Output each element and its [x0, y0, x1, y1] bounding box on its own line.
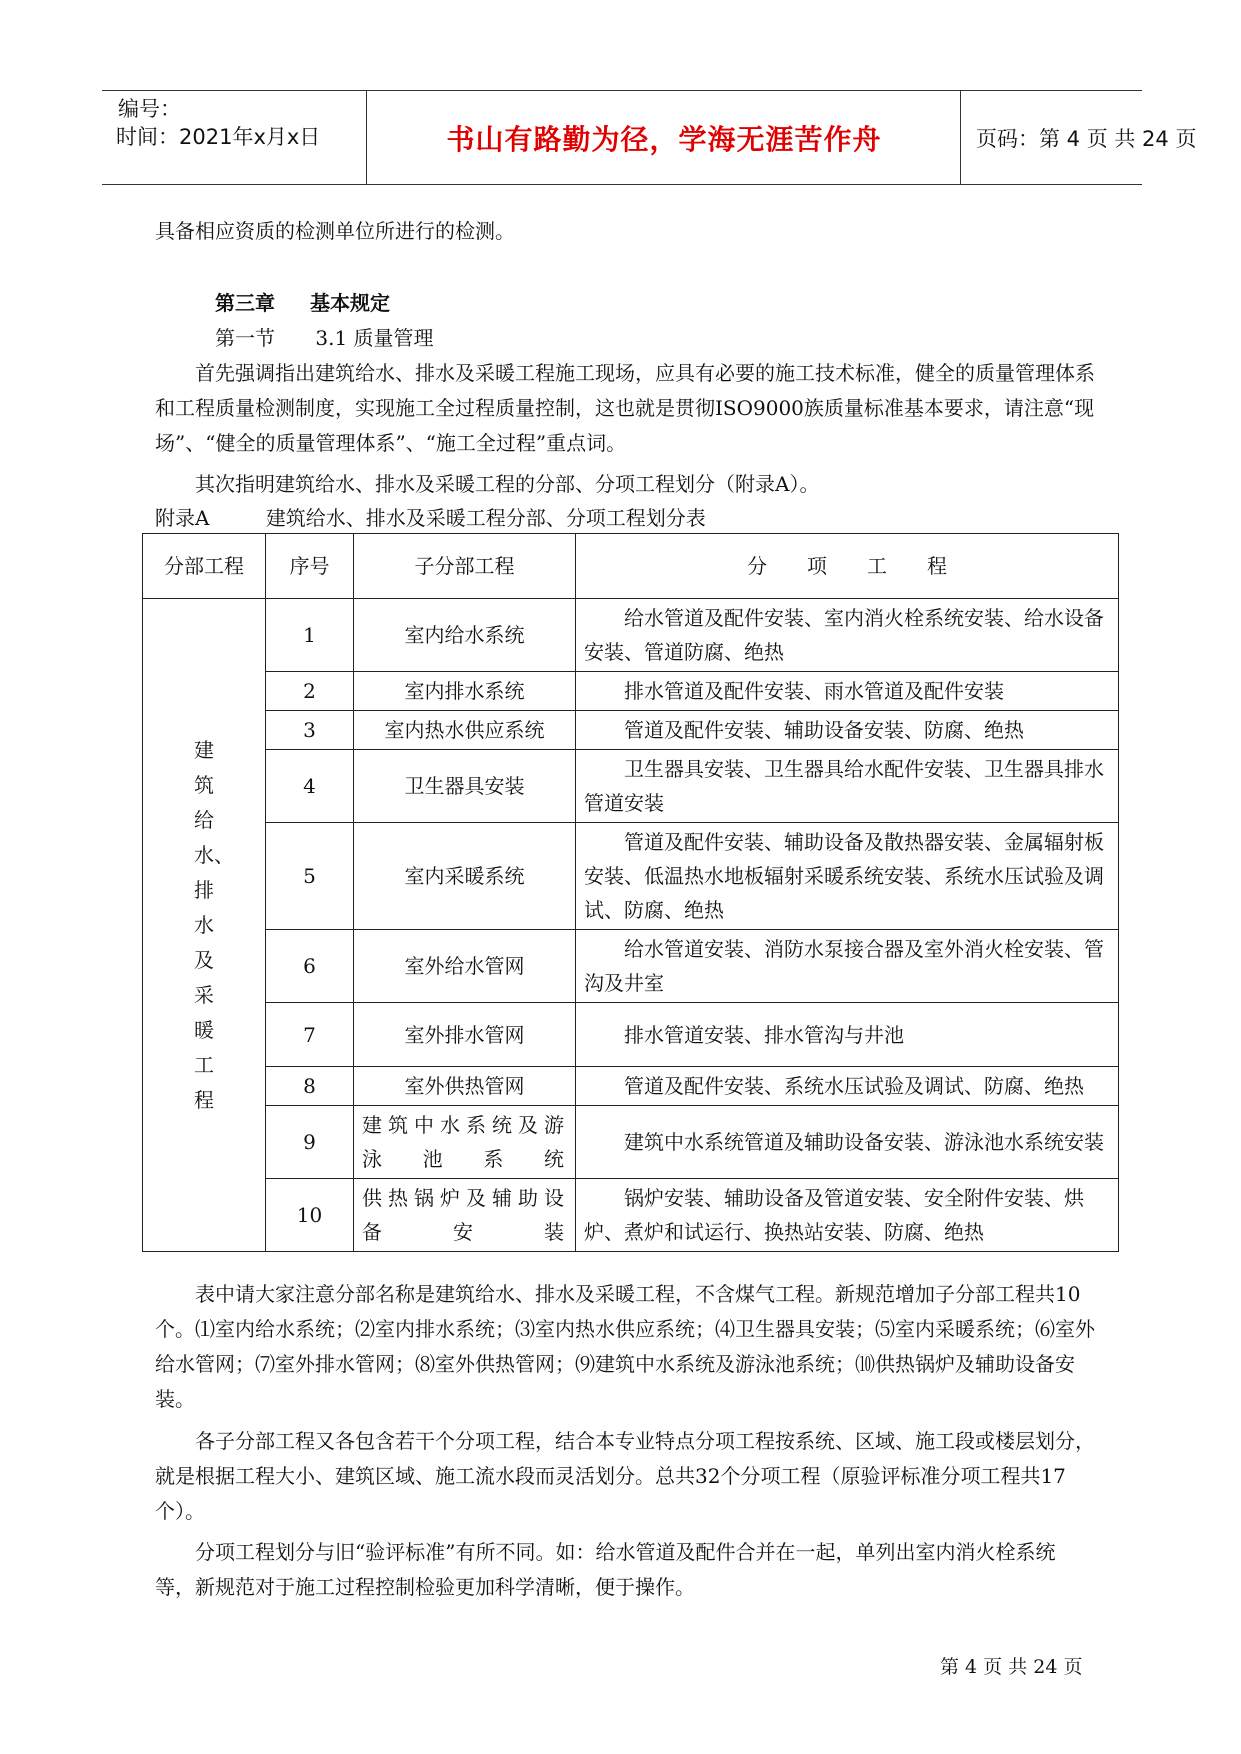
row-number: 3 [266, 711, 354, 750]
row-items: 管道及配件安装、系统水压试验及调试、防腐、绝热 [576, 1067, 1119, 1106]
row-items: 排水管道安装、排水管沟与井池 [576, 1003, 1119, 1067]
row-subdivision: 供热锅炉及辅助设备安装 [354, 1179, 576, 1252]
header-subdivision: 子分部工程 [354, 534, 576, 599]
row-subdivision: 卫生器具安装 [354, 750, 576, 823]
division-name: 建筑给水、排水及采暖工程 [194, 737, 234, 1112]
table-header-row [143, 534, 1119, 599]
page-footer: 第 4 页 共 24 页 [940, 1656, 1083, 1678]
row-number: 2 [266, 672, 354, 711]
row-items: 建筑中水系统管道及辅助设备安装、游泳池水系统安装 [576, 1106, 1119, 1179]
paragraph-1: 首先强调指出建筑给水、排水及采暖工程施工现场，应具有必要的施工技术标准，健全的质量管理体系和工程质量检测制度，实现施工全过程质量控制，这也就是贯彻ISO9000族质量标准基本要求，请注意“现场”、“健全的质量管理体系”、“施工全过程”重点词。 [155, 361, 1095, 455]
table-row [143, 1003, 1119, 1067]
header-time-label: 时间：2021年x月x日 [116, 125, 321, 149]
chapter-heading [215, 287, 390, 316]
row-number: 4 [266, 750, 354, 823]
row-number: 1 [266, 599, 354, 672]
row-items: 给水管道安装、消防水泵接合器及室外消火栓安装、管沟及井室 [576, 930, 1119, 1003]
table-row [143, 599, 1119, 672]
row-number: 8 [266, 1067, 354, 1106]
table-row [143, 1067, 1119, 1106]
page-header [102, 90, 1197, 185]
table-row [143, 823, 1119, 930]
row-subdivision: 建筑中水系统及游泳池系统 [354, 1106, 576, 1179]
intro-line: 具备相应资质的检测单位所进行的检测。 [155, 219, 515, 243]
table-row [143, 1179, 1119, 1252]
section-title: 3.1 质量管理 [315, 326, 434, 350]
row-number: 9 [266, 1106, 354, 1179]
row-subdivision: 室外给水管网 [354, 930, 576, 1003]
table-row [143, 1106, 1119, 1179]
paragraph-2: 其次指明建筑给水、排水及采暖工程的分部、分项工程划分（附录A）。 [195, 472, 820, 496]
row-subdivision: 室内给水系统 [354, 599, 576, 672]
row-items: 管道及配件安装、辅助设备安装、防腐、绝热 [576, 711, 1119, 750]
table-caption-number: 附录A [155, 506, 210, 530]
row-items: 排水管道及配件安装、雨水管道及配件安装 [576, 672, 1119, 711]
table-row [143, 930, 1119, 1003]
table-row [143, 711, 1119, 750]
row-items: 给水管道及配件安装、室内消火栓系统安装、给水设备安装、管道防腐、绝热 [576, 599, 1119, 672]
table-row [143, 672, 1119, 711]
paragraph-5: 分项工程划分与旧“验评标准”有所不同。如：给水管道及配件合并在一起，单列出室内消火栓系统等，新规范对于施工过程控制检验更加科学清晰，便于操作。 [155, 1540, 1056, 1599]
row-subdivision: 室外排水管网 [354, 1003, 576, 1067]
table-caption [155, 502, 706, 531]
row-subdivision: 室内采暖系统 [354, 823, 576, 930]
header-items: 分 项 工 程 [576, 534, 1119, 599]
row-subdivision: 室内排水系统 [354, 672, 576, 711]
table-caption-title: 建筑给水、排水及采暖工程分部、分项工程划分表 [265, 506, 706, 530]
chapter-title: 基本规定 [309, 291, 390, 315]
row-number: 7 [266, 1003, 354, 1067]
paragraph-3: 表中请大家注意分部名称是建筑给水、排水及采暖工程，不含煤气工程。新规范增加子分部工程共10个。⑴室内给水系统；⑵室内排水系统；⑶室内热水供应系统；⑷卫生器具安装；⑸室内采暖系统；⑹室外给水管网；⑺室外排水管网；⑻室外供热管网；⑼建筑中水系统及游泳池系统；⑽供热锅炉及辅助设备安装。 [155, 1282, 1095, 1411]
section-heading [215, 322, 434, 351]
header-division: 分部工程 [143, 534, 266, 599]
section-number: 第一节 [215, 326, 275, 350]
row-number: 10 [266, 1179, 354, 1252]
header-number-label: 编号： [118, 97, 181, 121]
row-subdivision: 室内热水供应系统 [354, 711, 576, 750]
division-table [142, 533, 1119, 1252]
row-subdivision: 室外供热管网 [354, 1067, 576, 1106]
row-number: 6 [266, 930, 354, 1003]
row-number: 5 [266, 823, 354, 930]
header-meta [102, 91, 367, 184]
header-motto: 书山有路勤为径，学海无涯苦作舟 [368, 91, 961, 184]
chapter-number: 第三章 [215, 291, 275, 315]
table-row [143, 750, 1119, 823]
row-items: 管道及配件安装、辅助设备及散热器安装、金属辐射板安装、低温热水地板辐射采暖系统安装、系统水压试验及调试、防腐、绝热 [576, 823, 1119, 930]
division-cell [143, 599, 266, 1252]
row-items: 卫生器具安装、卫生器具给水配件安装、卫生器具排水管道安装 [576, 750, 1119, 823]
header-number: 序号 [266, 534, 354, 599]
header-page-label: 页码：第 4 页 共 24 页 [976, 126, 1197, 151]
row-items: 锅炉安装、辅助设备及管道安装、安全附件安装、烘炉、煮炉和试运行、换热站安装、防腐、绝热 [576, 1179, 1119, 1252]
paragraph-4: 各子分部工程又各包含若干个分项工程，结合本专业特点分项工程按系统、区域、施工段或楼层划分，就是根据工程大小、建筑区域、施工流水段而灵活划分。总共32个分项工程（原验评标准分项工程共17个）。 [155, 1429, 1095, 1523]
